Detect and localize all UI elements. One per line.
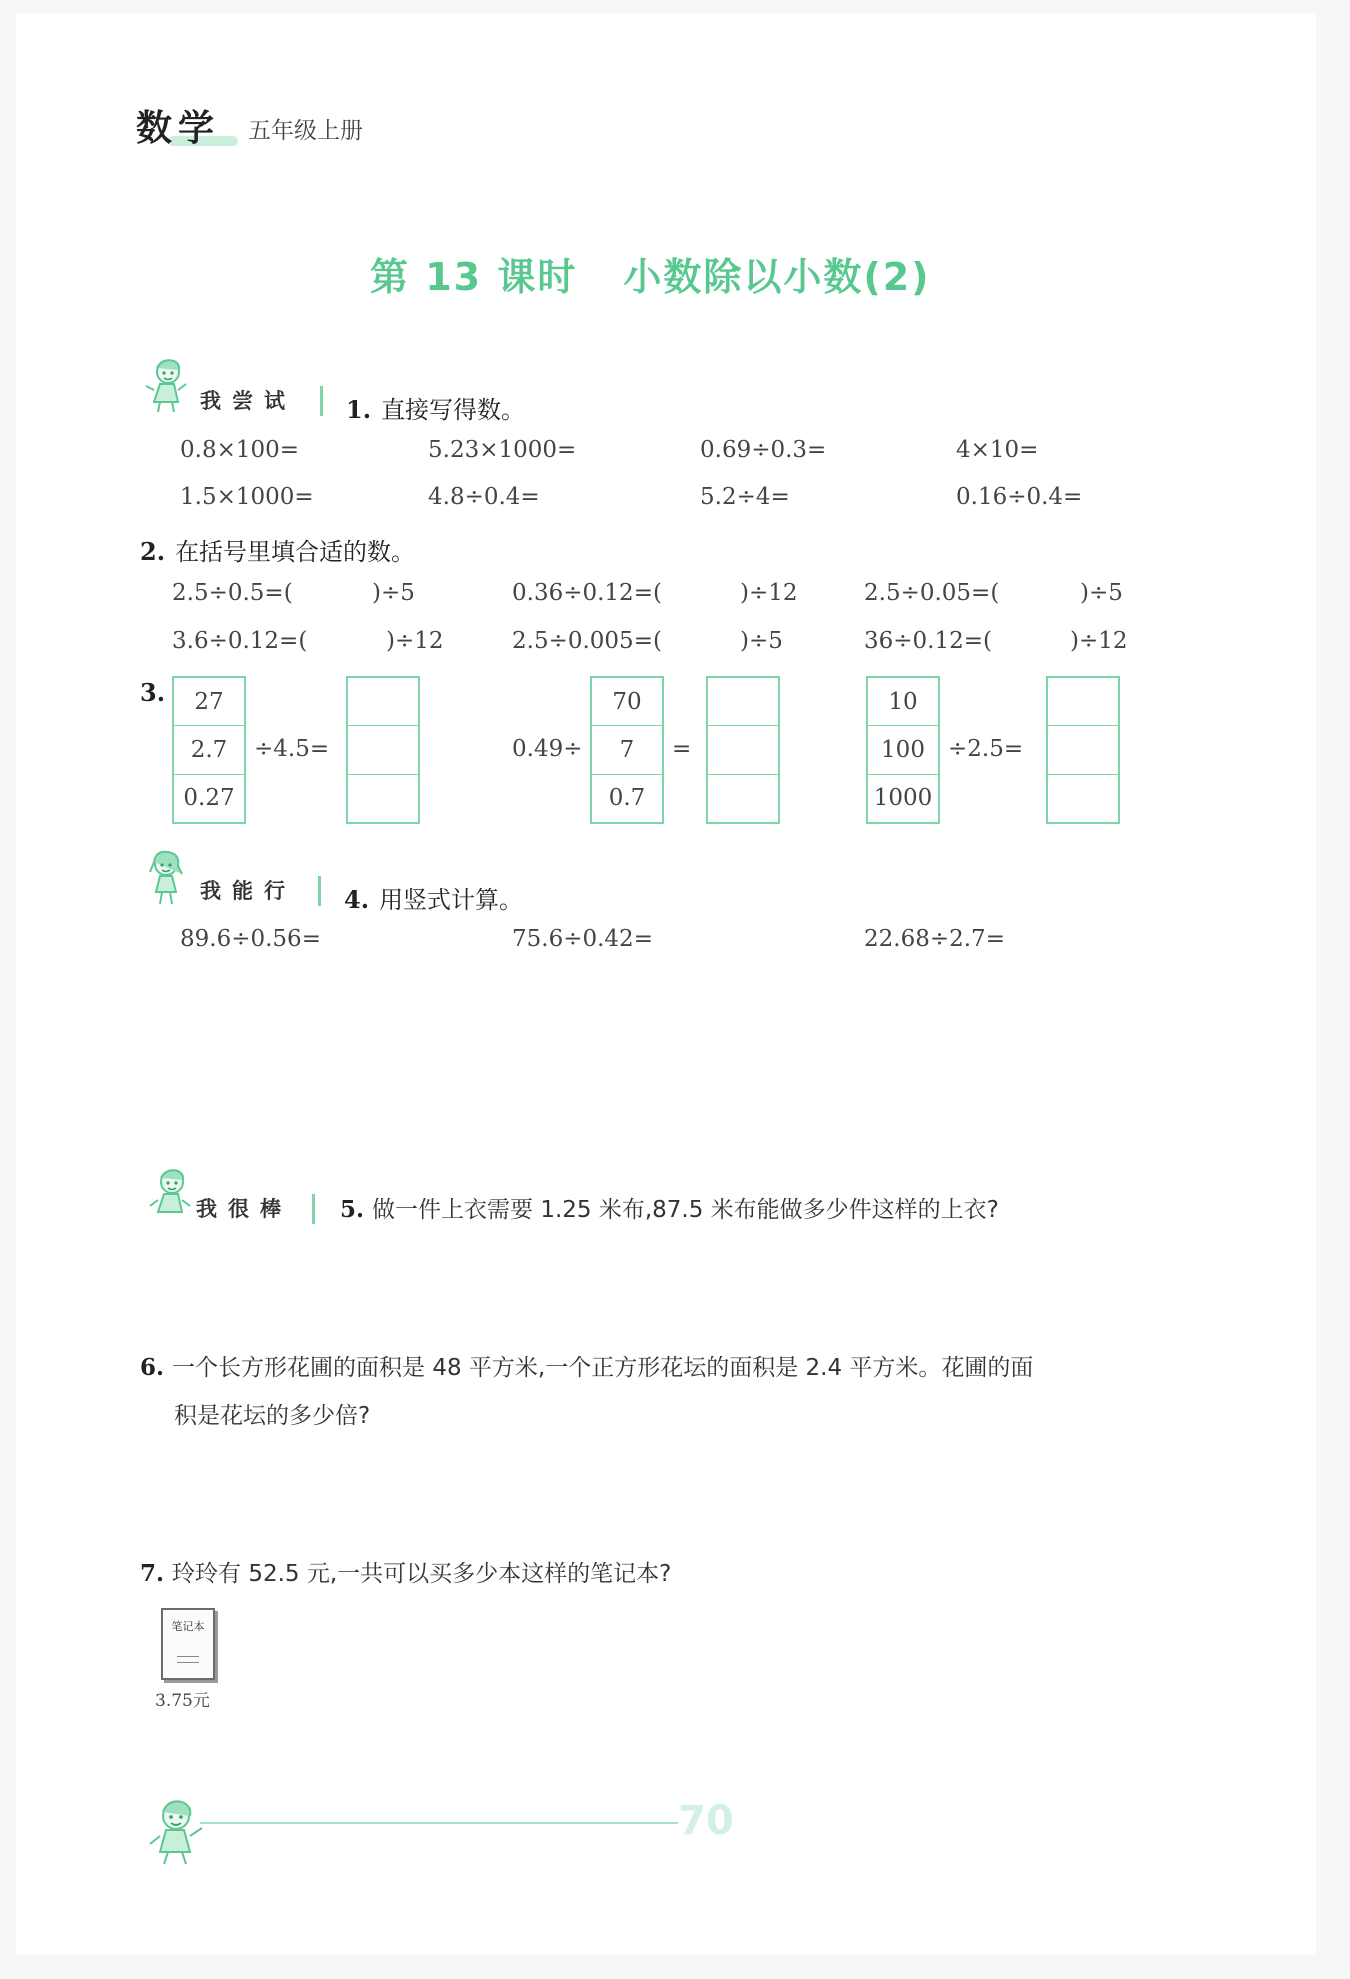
q2-item-left: 2.5÷0.5=(: [172, 580, 293, 606]
subject-title: 数学: [136, 108, 221, 149]
q7-body: 玲玲有 52.5 元,一共可以买多少本这样的笔记本?: [172, 1561, 672, 1587]
q3-operator: ÷4.5=: [254, 736, 330, 762]
q4-heading: [344, 880, 523, 915]
mascot-footer-icon: [146, 1796, 206, 1868]
q2-number: 2.: [140, 537, 166, 566]
section-label-try: 我尝试: [200, 389, 296, 413]
q4-number: 4.: [344, 885, 370, 914]
stack-cell: 100: [868, 726, 938, 774]
mascot-boy-icon: [146, 1166, 194, 1224]
q5-number: 5.: [340, 1196, 365, 1223]
q3-answer-box: [1046, 676, 1120, 824]
q1-item: 5.23×1000=: [428, 437, 577, 463]
answer-cell: [708, 678, 778, 726]
stack-cell: 7: [592, 726, 662, 774]
q7-text: [140, 1550, 671, 1598]
q2-item-left: 0.36÷0.12=(: [512, 580, 662, 606]
mascot-girl-icon: [142, 848, 190, 906]
answer-cell: [348, 775, 418, 822]
lesson-number: 第 13 课时: [370, 255, 578, 299]
stack-cell: 1000: [873, 785, 933, 812]
answer-cell: [708, 726, 778, 774]
stack-cell: 2.7: [174, 726, 244, 774]
q2-item-left: 3.6÷0.12=(: [172, 628, 308, 654]
q4-item: 89.6÷0.56=: [180, 926, 321, 952]
q4-item: 75.6÷0.42=: [512, 926, 653, 952]
answer-cell: [1048, 775, 1118, 822]
stack-cell: 0.27: [183, 785, 235, 812]
q5-text: [340, 1186, 999, 1234]
q3-operator: =: [672, 736, 692, 762]
notebook-label: 笔记本: [171, 1620, 205, 1633]
q1-title: 直接写得数。: [381, 396, 526, 424]
section-label-can: 我能行: [200, 879, 296, 903]
q5-body: 做一件上衣需要 1.25 米布,87.5 米布能做多少件这样的上衣?: [372, 1197, 999, 1223]
stack-cell: 0.7: [608, 785, 646, 812]
q6-number: 6.: [140, 1354, 165, 1381]
q3-value-stack: [172, 676, 246, 824]
q4-title: 用竖式计算。: [379, 886, 524, 914]
answer-cell: [708, 775, 778, 822]
q2-item-left: 2.5÷0.05=(: [864, 580, 1000, 606]
notebook-line: [177, 1656, 199, 1657]
lesson-title: [370, 246, 931, 301]
q2-item-left: 36÷0.12=(: [864, 628, 992, 654]
q1-item: 0.16÷0.4=: [956, 484, 1083, 510]
q3-number: 3.: [140, 678, 166, 707]
q2-item-right: )÷5: [1080, 580, 1123, 606]
q2-item-right: )÷5: [740, 628, 783, 654]
q1-item: 4.8÷0.4=: [428, 484, 540, 510]
q1-item: 0.69÷0.3=: [700, 437, 827, 463]
q6-line-1: 一个长方形花圃的面积是 48 平方米,一个正方形花坛的面积是 2.4 平方米。花圃的面: [172, 1355, 1034, 1381]
q2-title: 在括号里填合适的数。: [175, 538, 416, 566]
notebook-price: 3.75元: [155, 1691, 210, 1711]
stack-cell: 10: [868, 678, 938, 726]
q3-heading: [140, 678, 175, 707]
answer-cell: [1048, 678, 1118, 726]
stack-cell: 70: [592, 678, 662, 726]
q3-value-stack: [866, 676, 940, 824]
q1-item: 0.8×100=: [180, 437, 300, 463]
notebook-line: [177, 1662, 199, 1663]
q1-item: 5.2÷4=: [700, 484, 790, 510]
grade-label: 五年级上册: [248, 118, 363, 144]
q1-heading: [346, 390, 525, 425]
q3-answer-box: [346, 676, 420, 824]
q3-operator: ÷2.5=: [948, 736, 1024, 762]
q2-heading: [140, 532, 415, 567]
q1-item: 4×10=: [956, 437, 1039, 463]
q2-item-right: )÷12: [1070, 628, 1128, 654]
lesson-topic: 小数除以小数(2): [623, 255, 931, 299]
q2-item-right: )÷5: [372, 580, 415, 606]
answer-cell: [348, 678, 418, 726]
section-divider: [318, 876, 321, 906]
notebook-illustration: [161, 1608, 215, 1680]
answer-cell: [1048, 726, 1118, 774]
section-divider: [312, 1194, 315, 1224]
mascot-boy-icon: [142, 356, 190, 414]
section-divider: [320, 386, 323, 416]
q6-text: [140, 1344, 1033, 1392]
q2-item-right: )÷12: [740, 580, 798, 606]
page-number: 70: [678, 1798, 734, 1844]
q3-prefix: 0.49÷: [512, 736, 583, 762]
q2-item-right: )÷12: [386, 628, 444, 654]
section-label-great: 我很棒: [196, 1197, 292, 1221]
stack-cell: 27: [174, 678, 244, 726]
q3-answer-box: [706, 676, 780, 824]
q1-number: 1.: [346, 395, 372, 424]
answer-cell: [348, 726, 418, 774]
q4-item: 22.68÷2.7=: [864, 926, 1005, 952]
q7-number: 7.: [140, 1560, 165, 1587]
q2-item-left: 2.5÷0.005=(: [512, 628, 662, 654]
q6-line-2: 积是花坛的多少倍?: [174, 1403, 371, 1429]
q3-value-stack: [590, 676, 664, 824]
footer-divider: [200, 1822, 678, 1824]
q1-item: 1.5×1000=: [180, 484, 314, 510]
